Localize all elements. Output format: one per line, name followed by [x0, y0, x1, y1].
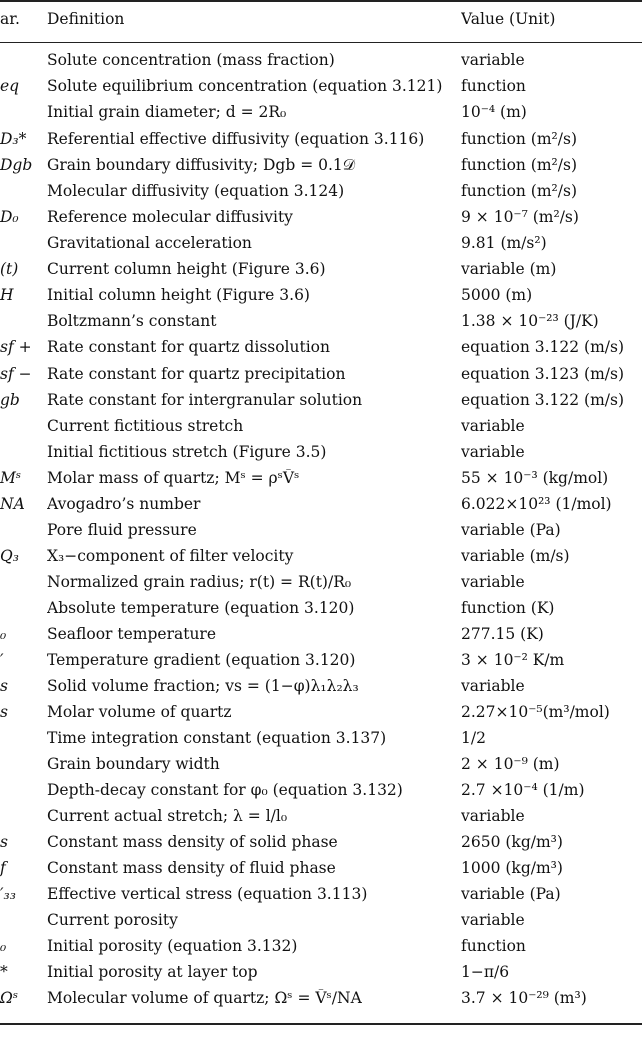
- value-cell: 10⁻⁴ (m): [461, 103, 527, 121]
- header-definition: Definition: [47, 10, 125, 28]
- table-row: [0, 156, 642, 182]
- table-row: [0, 130, 642, 156]
- table-row: [0, 807, 642, 833]
- definition-cell: Gravitational acceleration: [47, 234, 252, 252]
- table-row: [0, 573, 642, 599]
- symbol-cell: *: [0, 963, 8, 981]
- table-row: [0, 51, 642, 77]
- definition-cell: Solute concentration (mass fraction): [47, 51, 335, 69]
- value-cell: 55 × 10⁻³ (kg/mol): [461, 469, 609, 487]
- table-row: [0, 103, 642, 129]
- table-header: [0, 10, 642, 34]
- definition-cell: Current porosity: [47, 911, 178, 929]
- value-cell: variable: [461, 443, 525, 461]
- table-row: [0, 234, 642, 260]
- definition-cell: Avogadro’s number: [47, 495, 201, 513]
- table-row: [0, 495, 642, 521]
- value-cell: 3.7 × 10⁻²⁹ (m³): [461, 989, 587, 1007]
- value-cell: variable: [461, 573, 525, 591]
- symbol-cell: NA: [0, 495, 25, 513]
- table-row: [0, 885, 642, 911]
- value-cell: function (m²/s): [461, 130, 577, 148]
- table-row: [0, 677, 642, 703]
- value-cell: 2.27×10⁻⁵(m³/mol): [461, 703, 610, 721]
- symbol-cell: s: [0, 677, 8, 695]
- definition-cell: Time integration constant (equation 3.137): [47, 729, 387, 747]
- symbol-cell: (t): [0, 260, 19, 278]
- definition-cell: Molecular diffusivity (equation 3.124): [47, 182, 345, 200]
- symbol-cell: Q₃: [0, 547, 19, 565]
- symbol-cell: Dgb: [0, 156, 33, 174]
- definition-cell: Pore fluid pressure: [47, 521, 197, 539]
- definition-cell: Molecular volume of quartz; Ωˢ = V̄ˢ/NA: [47, 989, 362, 1007]
- value-cell: variable (Pa): [461, 521, 561, 539]
- table-row: [0, 417, 642, 443]
- value-cell: 2650 (kg/m³): [461, 833, 563, 851]
- value-cell: variable: [461, 417, 525, 435]
- value-cell: variable: [461, 677, 525, 695]
- value-cell: variable (Pa): [461, 885, 561, 903]
- definition-cell: Current column height (Figure 3.6): [47, 260, 326, 278]
- value-cell: 1−π/6: [461, 963, 510, 981]
- value-cell: 9.81 (m/s²): [461, 234, 547, 252]
- header-rule: [0, 42, 642, 43]
- table-row: [0, 703, 642, 729]
- symbol-cell: Mˢ: [0, 469, 22, 487]
- table-row: [0, 469, 642, 495]
- definition-cell: Initial column height (Figure 3.6): [47, 286, 310, 304]
- table-row: [0, 911, 642, 937]
- definition-cell: Initial grain diameter; d = 2R₀: [47, 103, 287, 121]
- value-cell: 277.15 (K): [461, 625, 544, 643]
- value-cell: variable: [461, 51, 525, 69]
- value-cell: variable: [461, 807, 525, 825]
- symbol-cell: eq: [0, 77, 20, 95]
- symbol-cell: f: [0, 859, 6, 877]
- table-row: [0, 338, 642, 364]
- definition-cell: Absolute temperature (equation 3.120): [47, 599, 355, 617]
- value-cell: variable (m/s): [461, 547, 570, 565]
- definition-cell: Rate constant for quartz dissolution: [47, 338, 330, 356]
- symbol-cell: Ωˢ: [0, 989, 19, 1007]
- table-row: [0, 833, 642, 859]
- symbol-cell: s: [0, 703, 8, 721]
- header-symbol: ar.: [0, 10, 20, 28]
- value-cell: variable (m): [461, 260, 557, 278]
- header-value: Value (Unit): [461, 10, 556, 28]
- definition-cell: Reference molecular diffusivity: [47, 208, 293, 226]
- definition-cell: Rate constant for quartz precipitation: [47, 365, 346, 383]
- table-row: [0, 182, 642, 208]
- definition-cell: Current fictitious stretch: [47, 417, 244, 435]
- value-cell: 6.022×10²³ (1/mol): [461, 495, 612, 513]
- table-row: [0, 937, 642, 963]
- value-cell: function: [461, 937, 526, 955]
- value-cell: 1000 (kg/m³): [461, 859, 563, 877]
- value-cell: 3 × 10⁻² K/m: [461, 651, 565, 669]
- table-row: [0, 989, 642, 1015]
- value-cell: 9 × 10⁻⁷ (m²/s): [461, 208, 579, 226]
- symbol-cell: sf −: [0, 365, 32, 383]
- value-cell: equation 3.122 (m/s): [461, 391, 625, 409]
- value-cell: 1/2: [461, 729, 486, 747]
- table-row: [0, 260, 642, 286]
- value-cell: 1.38 × 10⁻²³ (J/K): [461, 312, 599, 330]
- definition-cell: Seafloor temperature: [47, 625, 217, 643]
- definition-cell: Referential effective diffusivity (equation 3.116): [47, 130, 425, 148]
- value-cell: 5000 (m): [461, 286, 533, 304]
- definition-cell: Temperature gradient (equation 3.120): [47, 651, 356, 669]
- table-row: [0, 391, 642, 417]
- definition-cell: Solute equilibrium concentration (equation 3.121): [47, 77, 443, 95]
- table-bottom-rule: [0, 1023, 642, 1025]
- value-cell: function (m²/s): [461, 156, 577, 174]
- value-cell: function (K): [461, 599, 555, 617]
- value-cell: 2.7 ×10⁻⁴ (1/m): [461, 781, 585, 799]
- definition-cell: Solid volume fraction; vs = (1−φ)λ₁λ₂λ₃: [47, 677, 359, 695]
- definition-cell: Molar volume of quartz: [47, 703, 232, 721]
- definition-cell: Current actual stretch; λ = l/l₀: [47, 807, 288, 825]
- table-row: [0, 77, 642, 103]
- definition-cell: Grain boundary diffusivity; Dgb = 0.1𝒟: [47, 156, 356, 174]
- definition-cell: Initial porosity (equation 3.132): [47, 937, 298, 955]
- table-row: [0, 963, 642, 989]
- definition-cell: Effective vertical stress (equation 3.113): [47, 885, 368, 903]
- definition-cell: Grain boundary width: [47, 755, 220, 773]
- definition-cell: Boltzmann’s constant: [47, 312, 217, 330]
- definition-cell: Initial porosity at layer top: [47, 963, 258, 981]
- symbol-cell: H: [0, 286, 14, 304]
- value-cell: equation 3.123 (m/s): [461, 365, 625, 383]
- symbol-cell: ′₃₃: [0, 885, 16, 903]
- value-cell: function: [461, 77, 526, 95]
- symbol-cell: D₀: [0, 208, 19, 226]
- table-row: [0, 312, 642, 338]
- definition-cell: Depth-decay constant for φ₀ (equation 3.132): [47, 781, 403, 799]
- definition-cell: Normalized grain radius; r(t) = R(t)/R₀: [47, 573, 352, 591]
- table-row: [0, 599, 642, 625]
- definition-cell: Constant mass density of fluid phase: [47, 859, 336, 877]
- value-cell: function (m²/s): [461, 182, 577, 200]
- symbol-cell: s: [0, 833, 8, 851]
- table-row: [0, 755, 642, 781]
- definition-cell: Constant mass density of solid phase: [47, 833, 338, 851]
- table-row: [0, 729, 642, 755]
- definition-cell: Rate constant for intergranular solution: [47, 391, 363, 409]
- symbol-cell: ′: [0, 651, 4, 669]
- table-row: [0, 781, 642, 807]
- table-row: [0, 443, 642, 469]
- symbol-cell: ₀: [0, 937, 7, 955]
- table-row: [0, 286, 642, 312]
- table-row: [0, 651, 642, 677]
- definition-cell: X₃−component of filter velocity: [47, 547, 294, 565]
- table-row: [0, 365, 642, 391]
- table-top-rule: [0, 0, 642, 2]
- value-cell: equation 3.122 (m/s): [461, 338, 625, 356]
- table-row: [0, 547, 642, 573]
- definition-cell: Molar mass of quartz; Mˢ = ρˢV̄ˢ: [47, 469, 300, 487]
- value-cell: 2 × 10⁻⁹ (m): [461, 755, 560, 773]
- symbol-cell: ₀: [0, 625, 7, 643]
- definition-cell: Initial fictitious stretch (Figure 3.5): [47, 443, 327, 461]
- table-row: [0, 521, 642, 547]
- table-row: [0, 208, 642, 234]
- symbol-cell: D₃*: [0, 130, 27, 148]
- symbol-cell: sf +: [0, 338, 32, 356]
- table-row: [0, 625, 642, 651]
- value-cell: variable: [461, 911, 525, 929]
- symbol-cell: gb: [0, 391, 20, 409]
- table-row: [0, 859, 642, 885]
